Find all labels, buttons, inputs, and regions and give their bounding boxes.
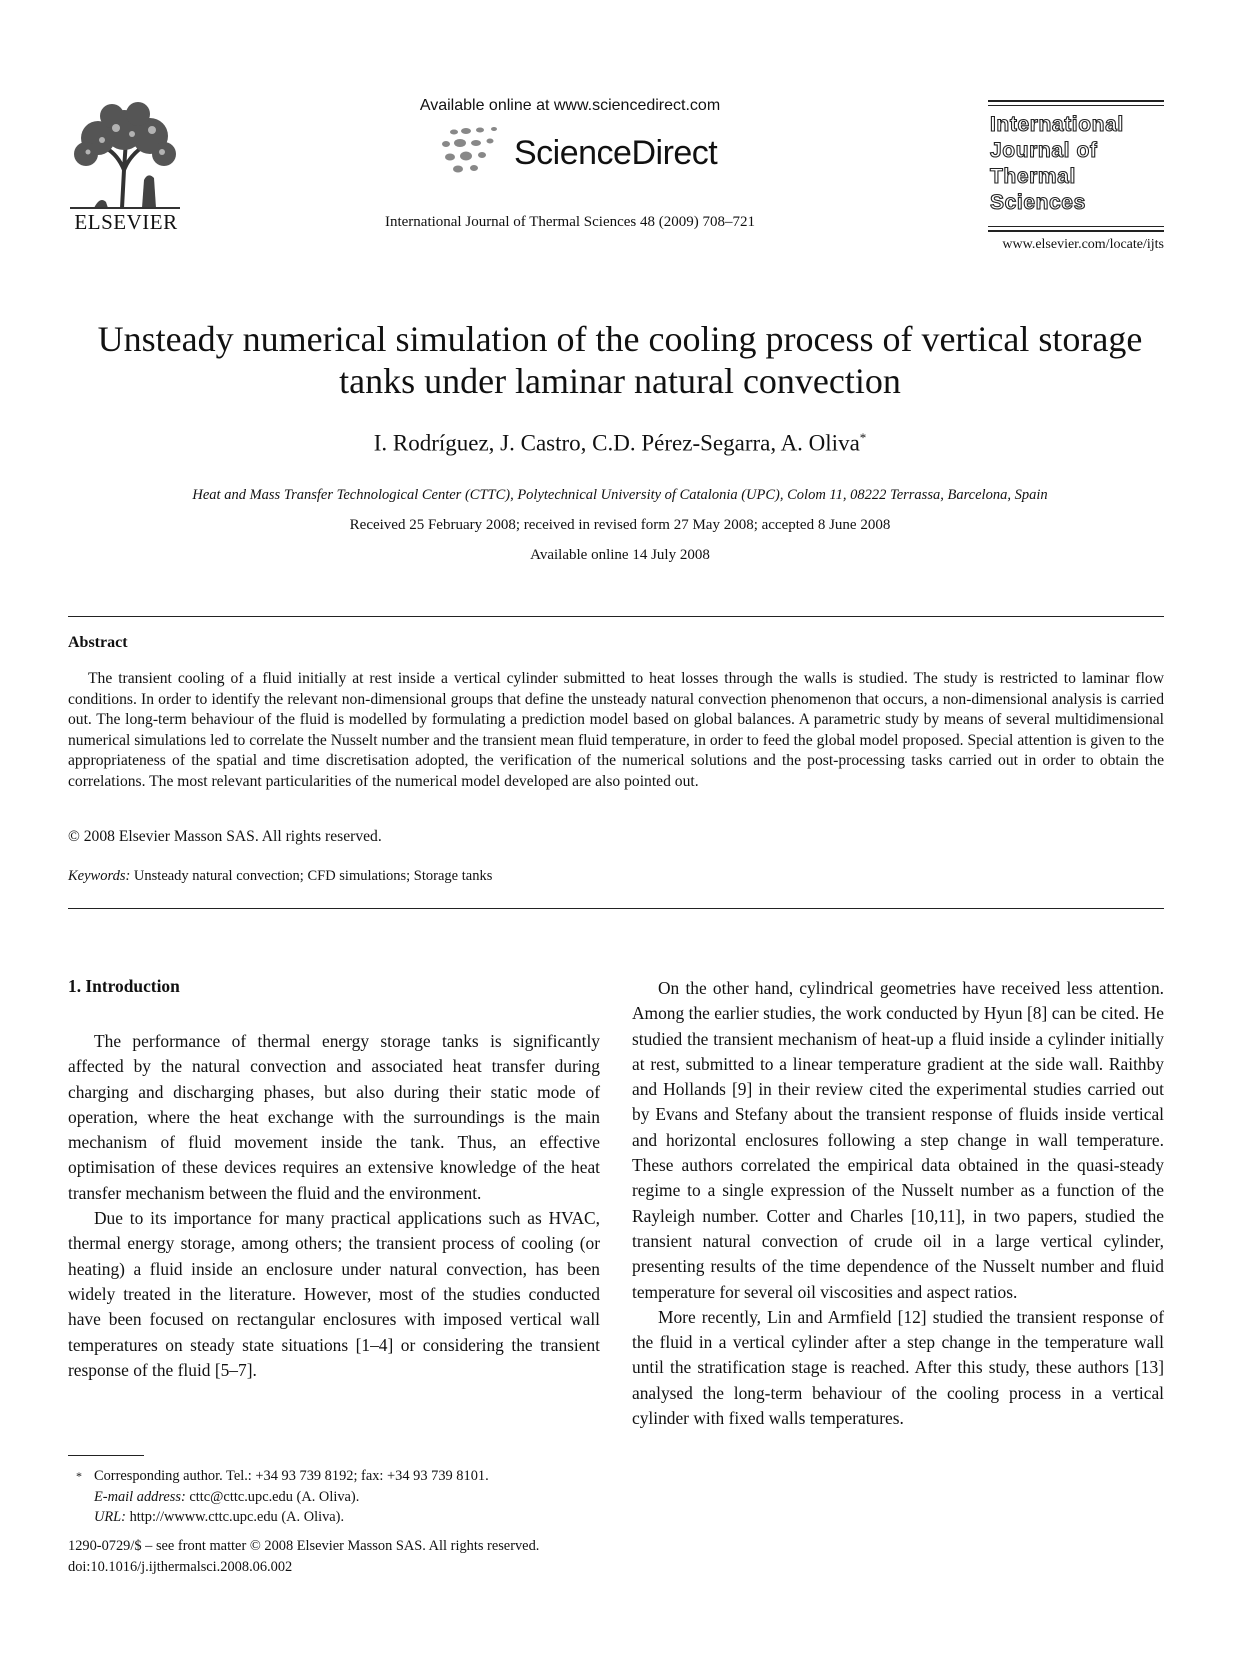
article-title <box>70 318 1170 402</box>
journal-title-line: Sciences <box>990 191 1086 214</box>
email-label: E-mail address: <box>94 1488 186 1505</box>
online-date: Available online 14 July 2008 <box>530 547 710 563</box>
corresponding-author-mark[interactable]: * <box>859 430 867 445</box>
keywords-label: Keywords: <box>68 868 131 884</box>
footnote <box>68 1466 628 1528</box>
copyright: © 2008 Elsevier Masson SAS. All rights reserved. <box>68 828 382 845</box>
abstract-text: The transient cooling of a fluid initially at rest inside a vertical cylinder submitted to heat losses through the walls is studied. The study is restricted to laminar flow conditions. In order to identify the relevant non-dimensional groups that define the unsteady natural convection phenomenon that occurs, a non-dimensional analysis is carried out. The long-term behaviour of the fluid is modelled by formulating a prediction model based on global balances. A parametric study by means of several multidimensional numerical simulations led to correlate the Nusselt number and the transient mean fluid temperature, in order to feed the global model proposed. Special attention is given to the appropriateness of the spatial and time discretisation adopted, the verification of the numerical solutions and the post-processing tasks carried out in order to obtain the correlations. The most relevant particularities of the numerical model developed are also pointed out. <box>68 670 1164 790</box>
paragraph: More recently, Lin and Armfield [12] studied the transient response of the fluid in a vertical cylinder after a step change in the temperature wall until the stratification stage is reached. After this study, these authors [13] analysed the long-term behaviour of the cooling process in a vertical cylinder with fixed walls temperatures. <box>632 1306 1164 1429</box>
section-heading: 1. Introduction <box>68 976 180 996</box>
journal-title-line: Thermal <box>990 165 1076 188</box>
issn-line: 1290-0729/$ – see front matter © 2008 Elsevier Masson SAS. All rights reserved. <box>68 1538 540 1554</box>
url-link[interactable]: http://wwww.cttc.upc.edu (A. Oliva). <box>129 1509 345 1526</box>
journal-title-line: Journal of <box>990 139 1098 162</box>
received-dates: Received 25 February 2008; received in revised form 27 May 2008; accepted 8 June 2008 <box>349 517 891 533</box>
paragraph: Due to its importance for many practical applications such as HVAC, thermal energy storage, among others; the transient process of cooling (or heating) a fluid inside an enclosure under natural convection, has been widely treated in the literature. However, most of the studies conducted have been focused on rectangular enclosures with imposed vertical wall temperatures on steady state situations [1–4] or considering the transient response of the fluid [5–7]. <box>68 1208 600 1380</box>
paragraph: The performance of thermal energy storage tanks is significantly affected by the natural convection and associated heat transfer during charging and discharging phases, but also during their static mode of operation, where the heat exchange with the surroundings is the main mechanism of fluid movement inside the tank. Thus, an effective optimisation of these devices requires an extensive knowledge of the heat transfer mechanism between the fluid and the environment. <box>68 1031 600 1203</box>
sciencedirect-wordmark: ScienceDirect <box>514 134 718 172</box>
journal-title-box <box>988 100 1164 232</box>
authors-text: I. Rodríguez, J. Castro, C.D. Pérez-Segarra, A. Oliva <box>373 430 860 456</box>
affiliation: Heat and Mass Transfer Technological Center (CTTC), Polytechnical University of Catalonia (UPC), Colom 11, 08222 Terrassa, Barcelona, Spain <box>192 487 1048 503</box>
paragraph: On the other hand, cylindrical geometries have received less attention. Among the earlier studies, the work conducted by Hyun [8] can be cited. He studied the transient mechanism of heat-up a fluid inside a cylinder initially at rest, submitted to a linear temperature gradient at the side wall. Raithby and Hollands [9] in their review cited the experimental studies carried out by Evans and Stefany about the transient response of fluids inside vertical and horizontal enclosures following a step change in wall temperature. These authors correlated the empirical data obtained in the quasi-steady regime to a single expression of the Nusselt number as a function of the Rayleigh number. Cotter and Charles [10,11], in two papers, studied the transient natural convection of crude oil in a large vertical cylinder, presenting results of the time dependence of the Nusselt number and fluid temperature for several oil viscosities and aspect ratios. <box>632 978 1164 1302</box>
footnote-contact: Corresponding author. Tel.: +34 93 739 8192; fax: +34 93 739 8101. <box>94 1468 489 1484</box>
left-column <box>68 1029 600 1383</box>
footnote-divider <box>68 1455 144 1456</box>
title-line: tanks under laminar natural convection <box>339 361 901 401</box>
author-list <box>70 430 1170 457</box>
journal-reference: International Journal of Thermal Sciences 48 (2009) 708–721 <box>384 214 756 230</box>
available-online-text[interactable]: Available online at www.sciencedirect.com <box>419 97 721 114</box>
right-column <box>632 976 1164 1431</box>
url-label: URL: <box>94 1509 126 1526</box>
email-link[interactable]: cttc@cttc.upc.edu (A. Oliva). <box>189 1488 360 1505</box>
journal-url[interactable]: www.elsevier.com/locate/ijts <box>1002 237 1164 252</box>
journal-title-line: International <box>990 113 1124 136</box>
doi-link[interactable]: doi:10.1016/j.ijthermalsci.2008.06.002 <box>68 1558 293 1575</box>
divider <box>68 616 1164 617</box>
divider <box>68 908 1164 909</box>
publisher-name: ELSEVIER <box>74 210 178 234</box>
title-line: Unsteady numerical simulation of the cooling process of vertical storage <box>97 319 1143 359</box>
footnote-mark: * <box>76 1469 82 1483</box>
front-matter <box>68 1536 539 1577</box>
abstract-heading: Abstract <box>68 634 128 651</box>
keywords-text: Unsteady natural convection; CFD simulations; Storage tanks <box>133 868 493 884</box>
keywords <box>68 868 492 885</box>
